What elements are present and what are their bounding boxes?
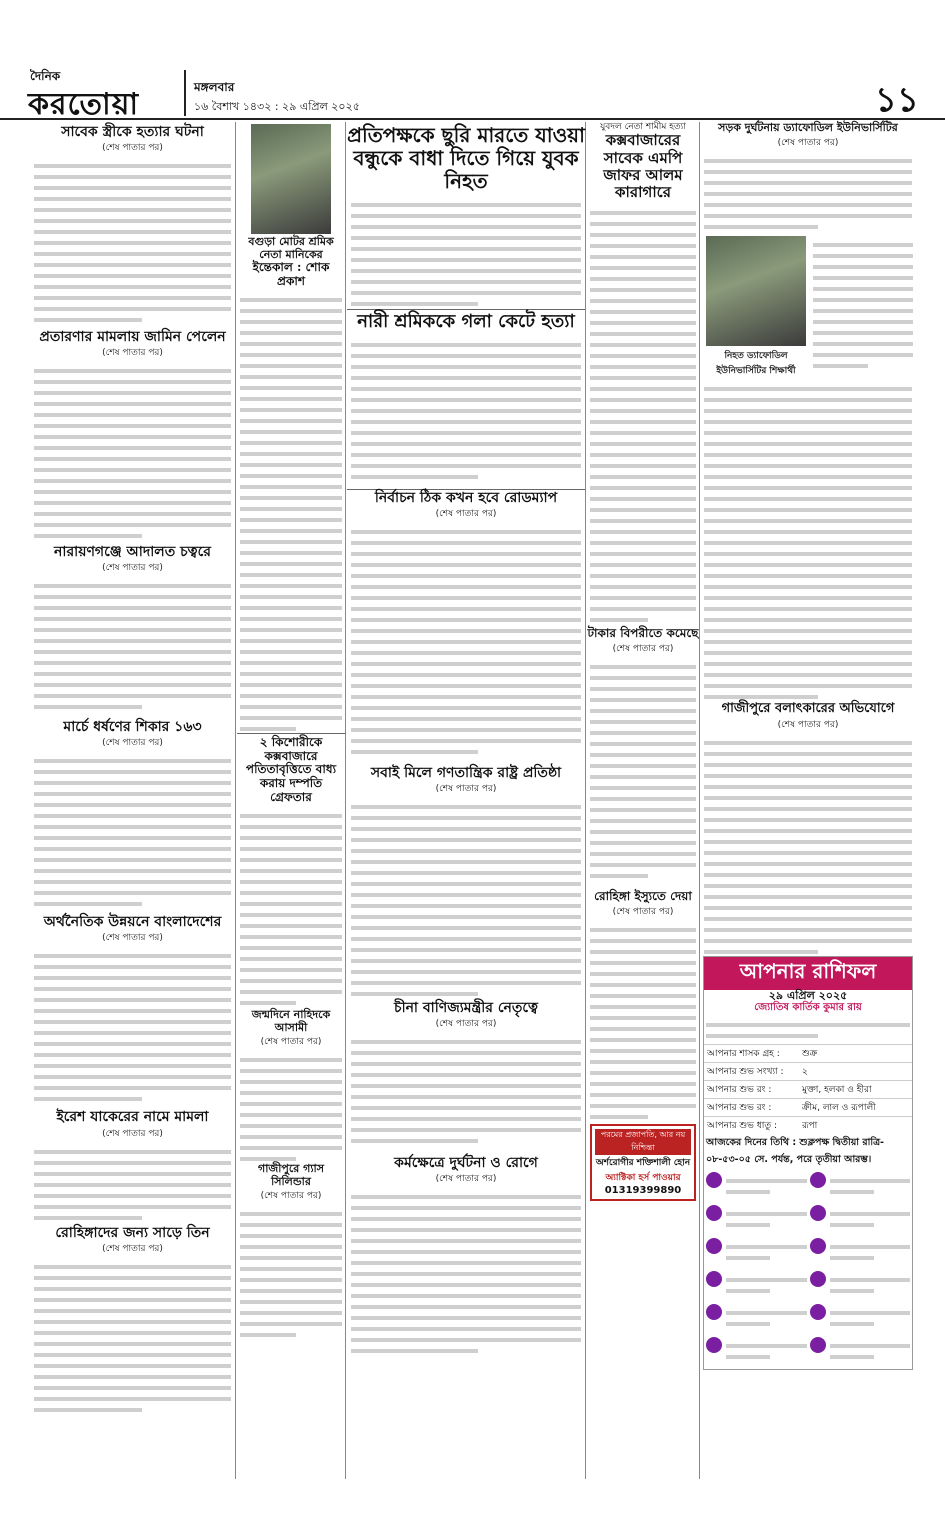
column-4 — [587, 122, 700, 1479]
article-body — [351, 798, 581, 998]
zodiac-entry — [706, 1205, 807, 1235]
article-body — [351, 1033, 581, 1153]
divider — [237, 733, 345, 734]
headline: মার্চে ধর্ষণের শিকার ১৬৩ — [63, 719, 202, 736]
zodiac-text — [726, 1238, 807, 1266]
page-number: ১১ — [874, 80, 919, 120]
zodiac-entry — [706, 1172, 807, 1202]
continued-label: (শেষ পাতার পর) — [435, 783, 497, 794]
headline: সাবেক স্ত্রীকে হত্যার ঘটনা — [61, 124, 204, 140]
zodiac-sign-icon — [706, 1271, 722, 1287]
headline: ইরেশ যাকেরের নামে মামলা — [56, 1109, 209, 1126]
continued-label: (শেষ পাতার পর) — [435, 508, 497, 519]
zodiac-sign-icon — [706, 1205, 722, 1221]
zodiac-entry — [810, 1238, 911, 1268]
headline: সবাই মিলে গণতান্ত্রিক রাষ্ট্র প্রতিষ্ঠা — [370, 764, 562, 781]
horoscope-attribute-row — [704, 1080, 912, 1098]
headline: নারী শ্রমিককে গলা কেটে হত্যা — [347, 309, 585, 333]
zodiac-sign-icon — [706, 1337, 722, 1353]
continued-label: (শেষ পাতার পর) — [102, 348, 163, 359]
tithi: ০৮-৫৩-০৫ সে. পর্যন্ত, পরে তৃতীয়া আরম্ভ। — [706, 1153, 872, 1165]
page-footer — [0, 1511, 945, 1519]
horoscope-title: আপনার রাশিফল — [704, 957, 912, 990]
article-body — [34, 362, 231, 542]
horoscope-author: জ্যোতিষ কার্তিক কুমার রায় — [754, 1002, 862, 1014]
headline: ইন্তেকাল : শোক প্রকাশ — [252, 260, 330, 289]
zodiac-sign-icon — [706, 1172, 722, 1188]
horoscope-attribute-row — [704, 1098, 912, 1116]
article-body — [704, 152, 912, 232]
continued-label: (শেষ পাতার পর) — [777, 137, 839, 148]
lead-headline: কক্সবাজারের সাবেক এমপি জাফর আলম কারাগারে — [603, 131, 683, 202]
attribute-value: ক্রীম, লাল ও রূপালী — [802, 1102, 876, 1113]
article-body — [34, 1143, 231, 1223]
attribute-value: ২ — [802, 1066, 808, 1077]
headline: ২ কিশোরীকে কক্সবাজারে পতিতাবৃত্তিতে বাধ্য করায় দম্পতি গ্রেফতার — [245, 734, 337, 805]
article-body — [704, 380, 912, 700]
zodiac-text — [830, 1337, 911, 1365]
masthead — [0, 0, 945, 120]
zodiac-sign-icon — [810, 1337, 826, 1353]
advertisement — [590, 1124, 696, 1201]
continued-label: (শেষ পাতার পর) — [102, 563, 163, 574]
horoscope-grid — [704, 1170, 912, 1369]
article-body — [34, 157, 231, 327]
continued-label: (শেষ পাতার পর) — [102, 143, 163, 154]
headline: কর্মক্ষেত্রে দুর্ঘটনা ও রোগে — [394, 1154, 538, 1171]
continued-label: (শেষ পাতার পর) — [435, 1018, 497, 1029]
continued-label: (শেষ পাতার পর) — [260, 1191, 322, 1202]
article-body — [590, 658, 696, 888]
attribute-label: আপনার শুভ সংখ্যা : — [707, 1066, 784, 1077]
zodiac-entry — [706, 1238, 807, 1268]
zodiac-entry — [706, 1271, 807, 1301]
article-body — [351, 336, 581, 486]
horoscope-attribute-row — [704, 1062, 912, 1080]
zodiac-sign-icon — [810, 1172, 826, 1188]
article-body — [34, 577, 231, 717]
zodiac-text — [726, 1172, 807, 1200]
kicker: যুবদল নেতা শামীম হত্যা — [600, 122, 686, 132]
zodiac-sign-icon — [706, 1238, 722, 1254]
lead-headline: প্রতিপক্ষকে ছুরি মারতে যাওয়া বন্ধুকে বাধা দিতে গিয়ে যুবক নিহত — [347, 123, 585, 193]
attribute-value: রূপা — [802, 1120, 818, 1131]
headline: সড়ক দুর্ঘটনায় ড্যাফোডিল ইউনিভার্সিটির — [718, 121, 898, 134]
horoscope-attribute-row — [704, 1116, 912, 1134]
continued-label: (শেষ পাতার পর) — [102, 1243, 163, 1254]
headline: জন্মদিনে নাহিদকে আসামী — [251, 1007, 331, 1034]
article-body — [813, 236, 913, 376]
attribute-label: আপনার শুভ রং : — [707, 1084, 772, 1095]
photo-caption: নেতা মানিকের — [259, 247, 323, 261]
zodiac-sign-icon — [810, 1271, 826, 1287]
zodiac-text — [726, 1271, 807, 1299]
article-body — [240, 807, 342, 1007]
column-5 — [701, 122, 915, 1479]
headline: রোহিঙ্গাদের জন্য সাড়ে তিন — [55, 1224, 210, 1241]
article-body — [34, 1258, 231, 1418]
attribute-value: মুক্তা, হলকা ও হীরা — [802, 1084, 872, 1095]
zodiac-entry — [810, 1304, 911, 1334]
zodiac-entry — [706, 1337, 807, 1367]
portrait-photo — [706, 236, 806, 346]
zodiac-entry — [810, 1337, 911, 1367]
attribute-label: আপনার শুভ রং : — [707, 1102, 772, 1113]
attribute-value: শুক্র — [802, 1048, 818, 1059]
zodiac-entry — [706, 1304, 807, 1334]
attribute-label: আপনার শুভ ধাতু : — [707, 1120, 778, 1131]
article-body — [351, 523, 581, 763]
article-body — [34, 752, 231, 912]
portrait-photo — [251, 124, 331, 234]
ad-phone: 01319399890 — [604, 1184, 682, 1196]
headline: গাজীপুরে বলাৎকারের অভিযোগে — [721, 700, 895, 716]
continued-label: (শেষ পাতার পর) — [612, 906, 674, 917]
article-body — [590, 921, 696, 1121]
attribute-label: আপনার শাসক গ্রহ : — [707, 1048, 780, 1059]
tithi: আজকের দিনের তিথি : শুক্লপক্ষ দ্বিতীয়া রাত্রি- — [706, 1136, 884, 1148]
article-body — [590, 204, 696, 624]
photo-caption: বগুড়া মোটর শ্রমিক — [248, 235, 334, 248]
zodiac-entry — [810, 1271, 911, 1301]
continued-label: (শেষ পাতার পর) — [435, 1174, 497, 1185]
headline: নির্বাচন ঠিক কখন হবে রোডম্যাপ — [347, 489, 585, 506]
ad-brand: অ্যাক্টিকা হর্স পাওয়ার — [605, 1172, 681, 1183]
article-body — [706, 1016, 910, 1042]
photo-caption: নিহত ড্যাফোডিল — [724, 350, 788, 361]
newspaper-logo: করতোয়া — [28, 87, 140, 122]
column-1 — [30, 122, 236, 1479]
article-body — [34, 947, 231, 1107]
horoscope-date: ২৯ এপ্রিল ২০২৫ — [768, 988, 848, 1002]
continued-label: (শেষ পাতার পর) — [777, 719, 839, 730]
headline: রোহিঙ্গা ইস্যুতে দেয়া — [594, 889, 692, 904]
continued-label: (শেষ পাতার পর) — [260, 1037, 322, 1048]
continued-label: (শেষ পাতার পর) — [102, 738, 163, 749]
ad-line: অর্শরোগীর শক্তিশালী হোন — [595, 1157, 691, 1168]
horoscope-box — [703, 956, 913, 1370]
ad-line: পরমের প্রজাপতি, আর নয় নিশ্চিন্তা — [595, 1129, 691, 1155]
headline: প্রতারণার মামলায় জামিন পেলেন — [39, 329, 226, 346]
article-body — [704, 734, 912, 954]
logo-small-text: দৈনিক — [30, 69, 61, 83]
zodiac-sign-icon — [810, 1205, 826, 1221]
zodiac-sign-icon — [810, 1238, 826, 1254]
zodiac-text — [726, 1304, 807, 1332]
zodiac-text — [830, 1172, 911, 1200]
article-body — [351, 196, 581, 306]
photo-caption: ইউনিভার্সিটির শিক্ষার্থী — [716, 365, 796, 376]
zodiac-text — [830, 1304, 911, 1332]
article-body — [240, 1205, 342, 1345]
masthead-divider — [184, 70, 186, 116]
article-body — [240, 1051, 342, 1161]
column-2 — [237, 122, 346, 1479]
headline: চীনা বাণিজ্যমন্ত্রীর নেতৃত্বে — [394, 999, 538, 1016]
article-body — [351, 1188, 581, 1358]
issue-date: ১৬ বৈশাখ ১৪৩২ : ২৯ এপ্রিল ২০২৫ — [194, 100, 360, 113]
zodiac-text — [726, 1205, 807, 1233]
continued-label: (শেষ পাতার পর) — [102, 1128, 163, 1139]
headline: নারায়ণগঞ্জে আদালত চত্বরে — [54, 544, 211, 561]
headline: অর্থনৈতিক উন্নয়নে বাংলাদেশের — [43, 914, 222, 931]
continued-label: (শেষ পাতার পর) — [102, 933, 163, 944]
zodiac-text — [830, 1271, 911, 1299]
zodiac-text — [726, 1337, 807, 1365]
zodiac-text — [830, 1238, 911, 1266]
horoscope-attribute-row — [704, 1044, 912, 1062]
continued-label: (শেষ পাতার পর) — [612, 644, 674, 655]
column-3 — [347, 122, 586, 1479]
zodiac-sign-icon — [810, 1304, 826, 1320]
headline: টাকার বিপরীতে কমেছে — [587, 626, 699, 641]
horoscope-attributes — [704, 1044, 912, 1134]
article-body — [240, 291, 342, 731]
zodiac-entry — [810, 1205, 911, 1235]
zodiac-text — [830, 1205, 911, 1233]
headline: গাজীপুরে গ্যাস সিলিন্ডার — [257, 1162, 324, 1188]
issue-day: মঙ্গলবার — [194, 80, 235, 94]
zodiac-sign-icon — [706, 1304, 722, 1320]
zodiac-entry — [810, 1172, 911, 1202]
